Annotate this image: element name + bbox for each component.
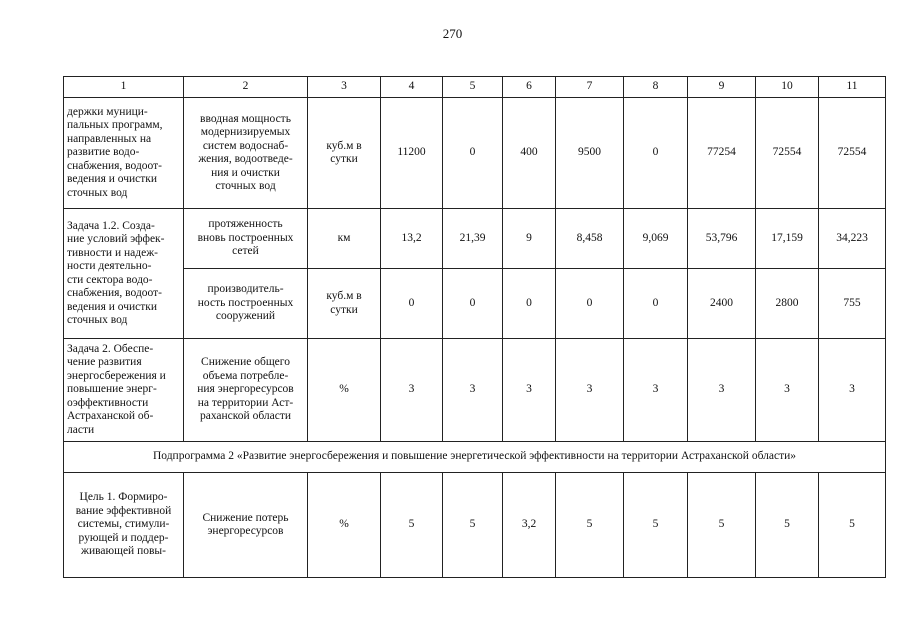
value-cell: 8,458	[556, 209, 624, 269]
value-cell: 3	[443, 339, 503, 442]
indicator-name-cell: Снижение потерь энергоресурсов	[184, 473, 308, 578]
column-header: 1	[64, 77, 184, 98]
value-cell: 3	[756, 339, 819, 442]
indicator-name-cell: Снижение общего объема потребле- ния энергоресурсов на территории Аст- раханской области	[184, 339, 308, 442]
value-cell: 72554	[819, 98, 886, 209]
table-row	[64, 473, 886, 578]
column-header: 5	[443, 77, 503, 98]
table-row	[64, 209, 886, 269]
value-cell: 9500	[556, 98, 624, 209]
value-cell: 3	[556, 339, 624, 442]
value-cell: 21,39	[443, 209, 503, 269]
value-cell: 3,2	[503, 473, 556, 578]
value-cell: 5	[624, 473, 688, 578]
indicator-name-cell: протяженность вновь построенных сетей	[184, 209, 308, 269]
value-cell: 53,796	[688, 209, 756, 269]
value-cell: 5	[756, 473, 819, 578]
value-cell: 5	[443, 473, 503, 578]
value-cell: 0	[381, 269, 443, 339]
value-cell: 3	[819, 339, 886, 442]
table-row	[64, 339, 886, 442]
value-cell: 2800	[756, 269, 819, 339]
goal-description-cell: Цель 1. Формиро- вание эффективной системы, стимули- рующей и поддер- живающей повы-	[64, 473, 184, 578]
value-cell: 34,223	[819, 209, 886, 269]
value-cell: 400	[503, 98, 556, 209]
unit-cell: %	[308, 473, 381, 578]
column-header: 9	[688, 77, 756, 98]
task-description-cell: держки муници- пальных программ, направленных на развитие водо- снабжения, водоот- ведения и очистки сточных вод	[64, 98, 184, 209]
column-header: 3	[308, 77, 381, 98]
table-row	[64, 269, 886, 339]
subprogram-title: Подпрограмма 2 «Развитие энергосбережения и повышение энергетической эффективности на территории Астраханской области»	[64, 442, 886, 473]
value-cell: 5	[381, 473, 443, 578]
value-cell: 3	[503, 339, 556, 442]
value-cell: 0	[443, 269, 503, 339]
indicator-name-cell: вводная мощность модернизируемых систем водоснаб- жения, водоотведе- ния и очистки сточных вод	[184, 98, 308, 209]
column-header: 7	[556, 77, 624, 98]
value-cell: 0	[624, 98, 688, 209]
value-cell: 5	[819, 473, 886, 578]
column-header: 4	[381, 77, 443, 98]
column-header: 11	[819, 77, 886, 98]
value-cell: 9,069	[624, 209, 688, 269]
unit-cell: км	[308, 209, 381, 269]
column-header: 6	[503, 77, 556, 98]
value-cell: 0	[556, 269, 624, 339]
value-cell: 0	[443, 98, 503, 209]
value-cell: 3	[688, 339, 756, 442]
unit-cell: %	[308, 339, 381, 442]
indicator-table	[63, 76, 886, 578]
value-cell: 72554	[756, 98, 819, 209]
value-cell: 5	[556, 473, 624, 578]
column-number-row	[64, 77, 886, 98]
value-cell: 0	[503, 269, 556, 339]
value-cell: 3	[381, 339, 443, 442]
unit-cell: куб.м в сутки	[308, 98, 381, 209]
subprogram-row	[64, 442, 886, 473]
value-cell: 17,159	[756, 209, 819, 269]
value-cell: 3	[624, 339, 688, 442]
value-cell: 77254	[688, 98, 756, 209]
value-cell: 0	[624, 269, 688, 339]
table-row	[64, 98, 886, 209]
value-cell: 5	[688, 473, 756, 578]
value-cell: 755	[819, 269, 886, 339]
task-description-cell: Задача 2. Обеспе- чение развития энергосбережения и повышение энерг- оэффективности Астраханской об- ласти	[64, 339, 184, 442]
value-cell: 2400	[688, 269, 756, 339]
value-cell: 11200	[381, 98, 443, 209]
indicator-name-cell: производитель- ность построенных сооружений	[184, 269, 308, 339]
column-header: 8	[624, 77, 688, 98]
column-header: 2	[184, 77, 308, 98]
page-number: 270	[442, 26, 463, 41]
value-cell: 13,2	[381, 209, 443, 269]
task-description-cell: Задача 1.2. Созда- ние условий эффек- тивности и надеж- ности деятельно- сти сектора водо- снабжения, водоот- ведения и очистки сточных вод	[64, 209, 184, 339]
value-cell: 9	[503, 209, 556, 269]
unit-cell: куб.м в сутки	[308, 269, 381, 339]
column-header: 10	[756, 77, 819, 98]
